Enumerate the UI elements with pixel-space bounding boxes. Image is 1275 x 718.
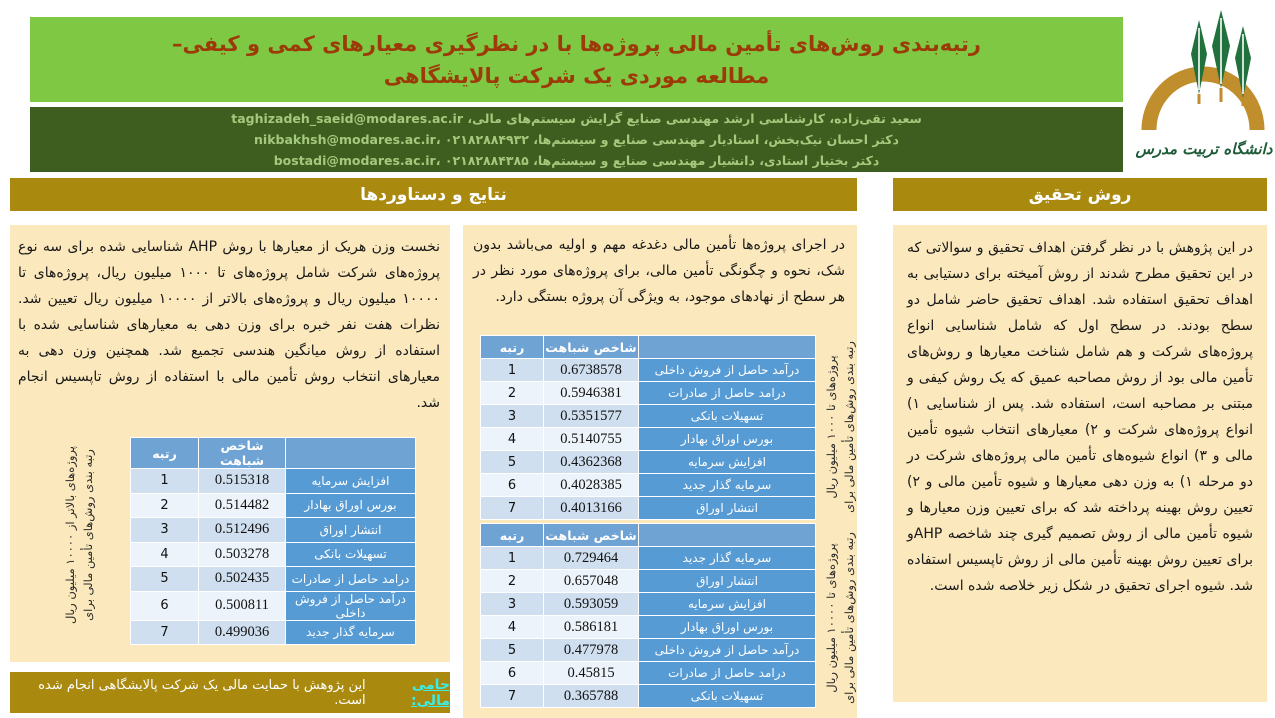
table-row [481, 616, 816, 639]
similarity-value-cell: 0.502435 [199, 567, 286, 592]
method-cell: درآمد حاصل از فروش داخلی [639, 359, 816, 382]
table-row [481, 451, 816, 474]
rank-column-header: رتبه [481, 524, 544, 547]
similarity-value-cell: 0.515318 [199, 469, 286, 494]
table-row [131, 620, 416, 645]
similarity-value-cell: 0.477978 [544, 639, 639, 662]
method-cell: انتشار اوراق [639, 570, 816, 593]
results-intro-paragraph: در اجرای پروژه‌ها تأمین مالی دغدغه مهم و اولیه می‌باشد بدون شک، نحوه و چگونگی تأمین مالی، برای پروژه‌های مورد نظر در هر سطح از نهادهای موجود، به ویژگی آن پروژه بستگی دارد. [473, 237, 845, 305]
rank-cell: 2 [481, 382, 544, 405]
poster-title-line1: رتبه‌بندی روش‌های تأمین مالی پروژه‌ها با در نظرگیری معیارهای کمی و کیفی– [172, 31, 982, 56]
university-logo-caption: دانشگاه تربیت مدرس [1135, 140, 1273, 158]
rank-cell: 7 [481, 497, 544, 520]
method-cell: درامد حاصل از صادرات [639, 662, 816, 685]
university-logo-graphic [1133, 2, 1275, 142]
table-header-row [131, 438, 416, 469]
weights-paragraph: نخست وزن هریک از معیارها با روش AHP شناسایی شده برای سه نوع پروژه‌های شرکت شامل پروژه‌های تا ۱۰۰۰ میلیون ریال، پروژه‌های تا ۱۰۰۰۰ میلیون ریال و پروژه‌های بالاتر از ۱۰۰۰۰ میلیون ریال تعیین شد. نظرات هفت نفر خبره برای وزن دهی به معیارهای شناسایی شده با استفاده از روش میانگین هندسی تجمیع شد. همچنین وزن دهی به معیارهای انتخاب روش تأمین مالی با استفاده از روش تاپسیس انجام شد. [18, 239, 441, 411]
rank-cell: 2 [131, 493, 199, 518]
rank-cell: 6 [131, 591, 199, 620]
author-line-1: سعید تقی‌زاده، کارشناسی ارشد مهندسی صنایع گرایش سیستم‌های مالی، taghizadeh_saeid@modares.ac.ir [231, 111, 922, 126]
sponsor-label: حامی مالی: [411, 676, 450, 709]
table-row [131, 542, 416, 567]
method-cell: درامد حاصل از صادرات [639, 382, 816, 405]
table-side-label-1000-line1: رتبه بندی روش‌های تأمین مالی برای [842, 341, 856, 513]
similarity-column-header: شاخص شباهت [544, 524, 639, 547]
section-header-results-label: نتایج و دستاوردها [360, 184, 507, 205]
authors-bar [30, 107, 1123, 172]
table-side-label-10000-line1: رتبه بندی روش‌های تأمین مالی برای [842, 532, 856, 704]
table-side-label-1000-line2: پروژه‌های تا ۱۰۰۰ میلیون ریال [824, 355, 838, 499]
table-row [131, 493, 416, 518]
method-column-header-empty [286, 438, 416, 469]
method-cell: انتشار اوراق [286, 518, 416, 543]
table-row [481, 382, 816, 405]
poster-title-line2: مطالعه موردی یک شرکت پالایشگاهی [383, 63, 770, 88]
table-row [481, 497, 816, 520]
method-column-header-empty [639, 524, 816, 547]
author-line-2: دکتر احسان نیک‌بخش، استادیار مهندسی صنایع و سیستم‌ها، nikbakhsh@modares.ac.ir، ۰۲۱۸۲۸۸۴۹۳۲ [254, 132, 899, 147]
results-left-panel [10, 225, 450, 662]
similarity-value-cell: 0.4362368 [544, 451, 639, 474]
table-row [131, 591, 416, 620]
rank-cell: 5 [481, 451, 544, 474]
table-row [481, 570, 816, 593]
method-cell: افزایش سرمایه [639, 593, 816, 616]
rank-column-header: رتبه [481, 336, 544, 359]
similarity-value-cell: 0.500811 [199, 591, 286, 620]
similarity-value-cell: 0.4013166 [544, 497, 639, 520]
ranking-table-10000 [480, 523, 816, 708]
method-cell: درآمد حاصل از فروش داخلی [639, 639, 816, 662]
similarity-column-header: شاخص شباهت [199, 438, 286, 469]
ranking-table-above-10000 [130, 437, 416, 645]
table-row [131, 469, 416, 494]
similarity-value-cell: 0.499036 [199, 620, 286, 645]
similarity-value-cell: 0.6738578 [544, 359, 639, 382]
ranking-table-1000 [480, 335, 816, 520]
similarity-value-cell: 0.4028385 [544, 474, 639, 497]
rank-column-header: رتبه [131, 438, 199, 469]
method-cell: تسهیلات بانکی [639, 405, 816, 428]
rank-cell: 5 [481, 639, 544, 662]
poster-title-bar [30, 17, 1123, 102]
author-line-3: دکتر بختیار استادی، دانشیار مهندسی صنایع و سیستم‌ها، bostadi@modares.ac.ir، ۰۲۱۸۲۸۸۴۳۸۵ [273, 153, 880, 168]
table-row [481, 547, 816, 570]
table-header-row [481, 524, 816, 547]
rank-cell: 3 [481, 405, 544, 428]
table-row [481, 428, 816, 451]
table-row [481, 662, 816, 685]
similarity-value-cell: 0.5351577 [544, 405, 639, 428]
sponsor-text: این پژوهش با حمایت مالی یک شرکت پالایشگاهی انجام شده است. [38, 677, 366, 708]
similarity-value-cell: 0.593059 [544, 593, 639, 616]
rank-cell: 1 [481, 547, 544, 570]
similarity-value-cell: 0.5946381 [544, 382, 639, 405]
similarity-value-cell: 0.365788 [544, 685, 639, 708]
section-header-results [10, 178, 857, 211]
method-cell: درآمد حاصل از فروش داخلی [286, 591, 416, 620]
method-cell: بورس اوراق بهادار [639, 616, 816, 639]
rank-cell: 2 [481, 570, 544, 593]
similarity-value-cell: 0.5140755 [544, 428, 639, 451]
method-cell: افزایش سرمایه [639, 451, 816, 474]
method-column-header-empty [639, 336, 816, 359]
tarbiat-modares-university-logo [1133, 2, 1275, 174]
method-panel [893, 225, 1267, 702]
rank-cell: 1 [131, 469, 199, 494]
rank-cell: 4 [131, 542, 199, 567]
table-side-label-above-10000-line2: پروژه‌های بالاتر از ۱۰۰۰۰ میلیون ریال [63, 446, 77, 624]
similarity-value-cell: 0.729464 [544, 547, 639, 570]
section-header-method [893, 178, 1267, 211]
table-row [481, 685, 816, 708]
similarity-column-header: شاخص شباهت [544, 336, 639, 359]
section-header-method-label: روش تحقیق [1028, 184, 1132, 205]
method-cell: تسهیلات بانکی [286, 542, 416, 567]
rank-cell: 7 [481, 685, 544, 708]
rank-cell: 4 [481, 428, 544, 451]
table-row [131, 567, 416, 592]
similarity-value-cell: 0.503278 [199, 542, 286, 567]
rank-cell: 6 [481, 662, 544, 685]
rank-cell: 7 [131, 620, 199, 645]
method-cell: درامد حاصل از صادرات [286, 567, 416, 592]
rank-cell: 6 [481, 474, 544, 497]
table-side-label-above-10000-line1: رتبه بندی روش‌های تأمین مالی برای [81, 449, 95, 621]
method-paragraph: در این پژوهش با در نظر گرفتن اهداف تحقیق و سوالاتی که در این تحقیق مطرح شدند از روش آمیخته برای دستیابی به اهداف تحقیق استفاده شد. اهداف تحقیق حاضر شامل دو سطح بودند. در سطح اول که شامل شناسایی انواع پروژه‌های شرکت و هم شامل شناخت معیارها و روش‌های تأمین مالی بود از روش مصاحبه عمیق که یک روش کیفی و مبتنی بر مصاحبه است، استفاده شد. پس از شناسایی ۱) انواع پروژه‌های شرکت و ۲) معیارهای انتخاب شیوه تأمین مالی و ۳) انواع شیوه‌های تأمین مالی پروژه‌های شرکت در دو مرحله ۱) به وزن دهی معیارها و شیوه تأمین مالی و ۲) تعیین روش بهینه پرداخته شد که برای تعیین وزن معیارها و شیوه تأمین مالی از روش تصمیم گیری چند شاخصه AHPو برای تعیین روش بهینه تأمین مالی از روش تاپسیس استفاده شد. شیوه اجرای تحقیق در شکل زیر خلاصه شده است. [907, 240, 1253, 594]
method-cell: بورس اوراق بهادار [286, 493, 416, 518]
table-row [481, 359, 816, 382]
similarity-value-cell: 0.514482 [199, 493, 286, 518]
method-cell: سرمایه گذار جدید [639, 547, 816, 570]
method-cell: سرمایه گذار جدید [639, 474, 816, 497]
table-side-label-10000-line2: پروژه‌های تا ۱۰۰۰۰ میلیون ریال [824, 543, 838, 693]
method-cell: انتشار اوراق [639, 497, 816, 520]
similarity-value-cell: 0.657048 [544, 570, 639, 593]
rank-cell: 5 [131, 567, 199, 592]
similarity-value-cell: 0.45815 [544, 662, 639, 685]
sponsor-bar [10, 672, 450, 713]
rank-cell: 1 [481, 359, 544, 382]
rank-cell: 4 [481, 616, 544, 639]
rank-cell: 3 [131, 518, 199, 543]
table-row [131, 518, 416, 543]
method-cell: تسهیلات بانکی [639, 685, 816, 708]
table-header-row [481, 336, 816, 359]
rank-cell: 3 [481, 593, 544, 616]
results-middle-panel [463, 225, 857, 718]
table-row [481, 474, 816, 497]
similarity-value-cell: 0.586181 [544, 616, 639, 639]
table-row [481, 405, 816, 428]
similarity-value-cell: 0.512496 [199, 518, 286, 543]
method-cell: افزایش سرمایه [286, 469, 416, 494]
method-cell: سرمایه گذار جدید [286, 620, 416, 645]
table-row [481, 593, 816, 616]
table-row [481, 639, 816, 662]
method-cell: بورس اوراق بهادار [639, 428, 816, 451]
